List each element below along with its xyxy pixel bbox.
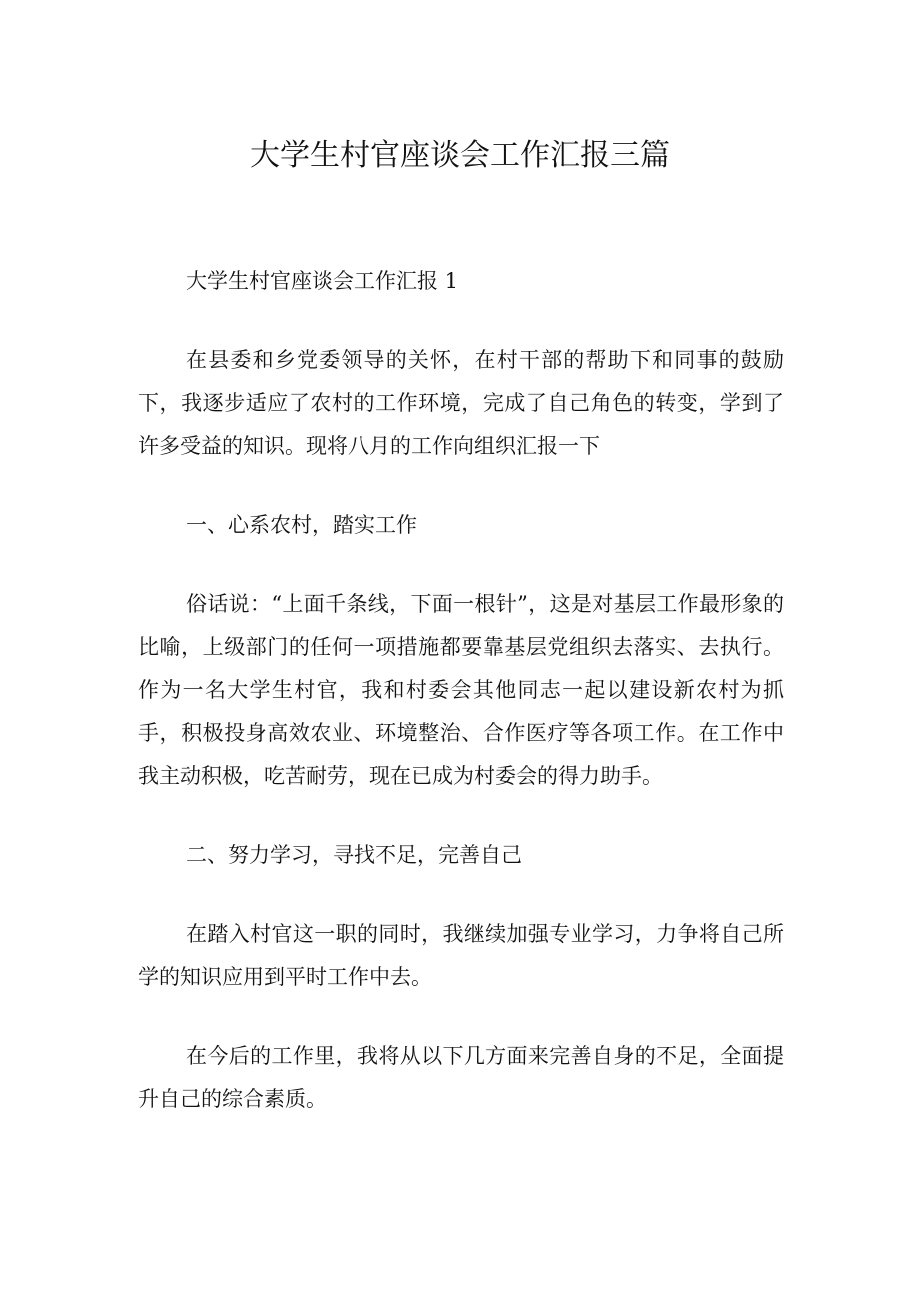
section-heading-1: 一、心系农村，踏实工作 [186, 513, 417, 537]
paragraph-improvement: 在今后的工作里，我将从以下几方面来完善自身的不足，全面提升自己的综合素质。 [138, 1044, 784, 1111]
report-subtitle: 大学生村官座谈会工作汇报 1 [186, 269, 459, 293]
paragraph-study: 在踏入村官这一职的同时，我继续加强专业学习，力争将自己所学的知识应用到平时工作中去。 [138, 922, 784, 989]
section-heading-2: 二、努力学习，寻找不足，完善自己 [186, 843, 522, 867]
document-title: 大学生村官座谈会工作汇报三篇 [250, 138, 670, 174]
document-body [0, 260, 920, 1121]
paragraph-intro: 在县委和乡党委领导的关怀，在村干部的帮助下和同事的鼓励下，我逐步适应了农村的工作环境，完成了自己角色的转变，学到了许多受益的知识。现将八月的工作向组织汇报一下 [138, 348, 784, 458]
paragraph-work: 俗话说：“上面千条线，下面一根针”，这是对基层工作最形象的比喻，上级部门的任何一项措施都要靠基层党组织去落实、去执行。作为一名大学生村官，我和村委会其他同志一起以建设新农村为抓手，积极投身高效农业、环境整治、合作医疗等各项工作。在工作中我主动积极，吃苦耐劳，现在已成为村委会的得力助手。 [138, 592, 784, 788]
